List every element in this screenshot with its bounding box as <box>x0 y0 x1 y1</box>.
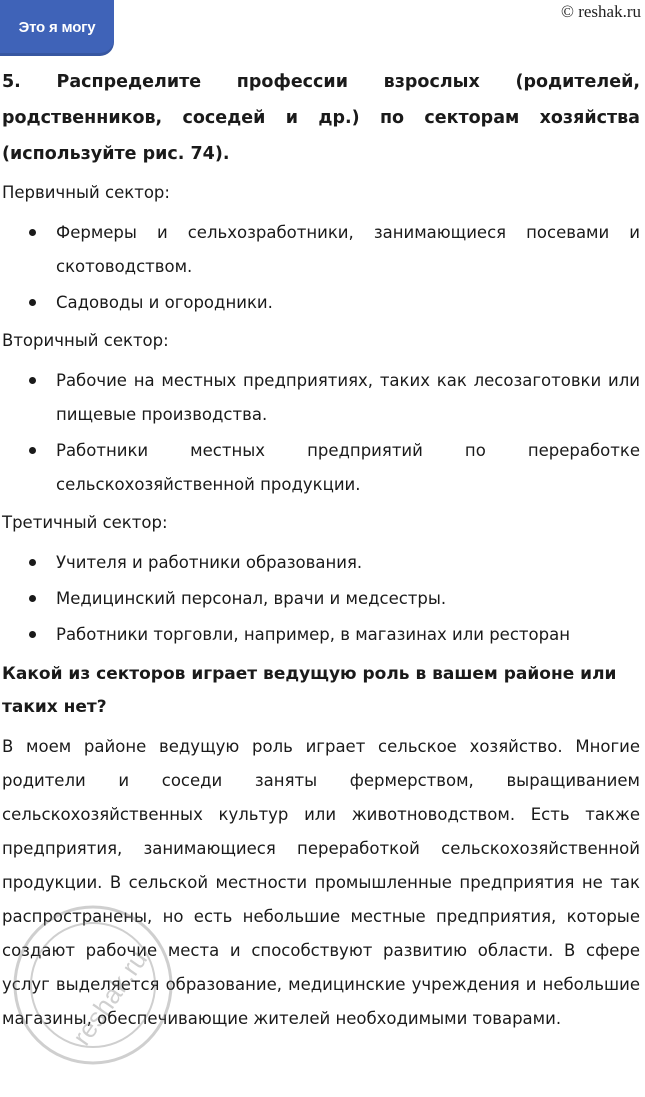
bullet-icon <box>29 447 36 454</box>
bullet-icon <box>29 377 36 384</box>
bullet-icon <box>29 229 36 236</box>
sector-label: Первичный сектор: <box>2 183 170 202</box>
bullet-icon <box>29 299 36 306</box>
sector-list <box>2 216 640 320</box>
stamp-text: reshak.ru <box>66 944 154 1051</box>
sector-primary <box>2 182 640 320</box>
task-heading: 5. Распределите профессии взрослых (родителей, родственников, соседей и др.) по секторам хозяйства (используйте рис. 74). <box>2 72 640 164</box>
sector-secondary <box>2 330 640 502</box>
list-item: Фермеры и сельхозработники, занимающиеся посевами и скотоводством. <box>2 216 640 284</box>
sector-label: Вторичный сектор: <box>2 331 169 350</box>
document-body <box>2 64 640 1036</box>
bullet-icon <box>29 595 36 602</box>
sector-tertiary <box>2 512 640 652</box>
bullet-icon <box>29 559 36 566</box>
list-item: Рабочие на местных предприятиях, таких как лесозаготовки или пищевые производства. <box>2 364 640 432</box>
question-heading: Какой из секторов играет ведущую роль в вашем районе или таких нет? <box>2 664 617 717</box>
list-item: Медицинский персонал, врачи и медсестры. <box>2 582 640 616</box>
section-badge: Это я могу <box>0 0 114 56</box>
sector-label: Третичный сектор: <box>2 513 168 532</box>
answer-paragraph: В моем районе ведущую роль играет сельское хозяйство. Многие родители и соседи заняты фермерством, выращиванием сельскохозяйственных культур или животноводством. Есть также предприятия, занимающиеся переработкой сельскохозяйственной продукции. В сельской местности промышленные предприятия не так распространены, но есть небольшие местные предприятия, которые создают рабочие места и способствуют развитию области. В сфере услуг выделяется образование, медицинские учреждения и небольшие магазины, обеспечивающие жителей необходимыми товарами. <box>2 737 640 1028</box>
site-watermark: © reshak.ru <box>561 2 641 21</box>
bullet-icon <box>29 631 36 638</box>
sector-list <box>2 364 640 502</box>
list-item: Учителя и работники образования. <box>2 546 640 580</box>
list-item: Работники торговли, например, в магазинах или ресторан <box>2 618 640 652</box>
sector-list <box>2 546 640 652</box>
list-item: Работники местных предприятий по переработке сельскохозяйственной продукции. <box>2 434 640 502</box>
list-item: Садоводы и огородники. <box>2 286 640 320</box>
